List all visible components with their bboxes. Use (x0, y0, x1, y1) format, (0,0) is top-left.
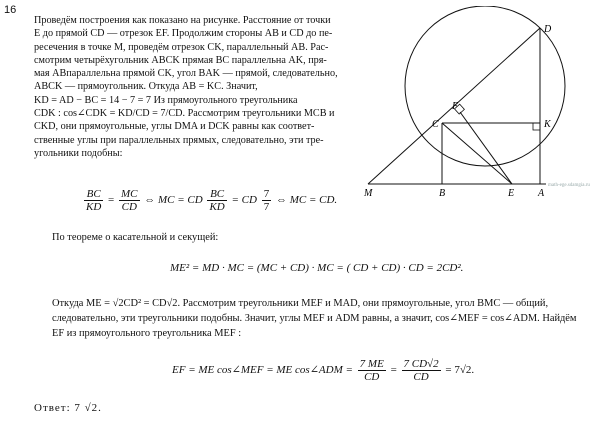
label-b: B (439, 188, 446, 198)
para-line: CKD, они прямоугольные, углы DMA и DCK равны как соответ- (34, 121, 315, 133)
text-line: Откуда ME = √2CD² = CD√2. Рассмотрим треугольники MEF и MAD, они прямоугольные, угол BMC — общий, (52, 298, 549, 309)
text-line: EF из прямоугольного треугольника MEF : (52, 328, 242, 339)
frac-7cd-cd: $\frac{7 CD√2}{CD}$ (403, 358, 439, 383)
tangent-theorem-text: По теореме о касательной и секущей: (52, 232, 219, 243)
para-line: смотрим четырёхугольник ABCK прямая BC параллельна AK, пря- (34, 54, 327, 66)
label-a: A (538, 188, 545, 198)
solution-paragraph (34, 14, 359, 160)
frac-bc-kd: $\frac{BC}{KD}$ (86, 188, 102, 213)
label-e: E (508, 188, 515, 198)
frac-7-7: $\frac{7}{7}$ (263, 188, 270, 213)
para-line: ресечения в точке M, проведём отрезок CK, параллельный AB. Рас- (34, 41, 329, 53)
para-line: ABCK — прямоугольник. Откуда AB = KC. Значит, (34, 81, 258, 93)
label-c: C (432, 119, 439, 130)
para-line: CDK : cos∠CDK = KD/CD = 7/CD. Рассмотрим треугольники MCB и (34, 108, 335, 120)
frac-7me-cd: $\frac{7 ME}{CD}$ (359, 358, 384, 383)
label-m: M (364, 188, 373, 198)
equation-ef: EF = ME cos∠MEF = ME cos∠ADM = $\frac{7 ME}{CD}$ = $\frac{7 CD√2}{CD}$ = 7√2. (172, 358, 475, 383)
problem-number: 16 (4, 4, 17, 16)
equation-tangent: ME² = MD · MC = (MC + CD) · MC = ( CD + CD) · CD = 2CD². (170, 262, 464, 274)
answer-value: 7 √2. (74, 402, 102, 414)
watermark: math-ege.sdamgia.ru (548, 183, 590, 188)
label-k: K (544, 119, 551, 130)
para-line: KD = AD − BC = 14 − 7 = 7 Из прямоугольного треугольника (34, 94, 298, 106)
line-cd-chord (442, 123, 512, 184)
right-angle-k (533, 123, 540, 130)
answer-label: Ответ: (34, 402, 71, 414)
circle (405, 6, 565, 166)
label-f: F (452, 101, 459, 112)
para-line: E до прямой CD — отрезок EF. Продолжим стороны AB и CD до пе- (34, 28, 333, 40)
para-line: мая ABпараллельна прямой CK, угол BAK — прямой, следовательно, (34, 68, 338, 80)
text-line: следовательно, эти треугольники подобны. Значит, углы MEF и ADM равны, а значит, cos∠MEF = cos∠ADM. Найдём (52, 313, 577, 324)
answer (34, 402, 102, 414)
frac-bc-kd-2: $\frac{BC}{KD}$ (209, 188, 225, 213)
frac-mc-cd: $\frac{MC}{CD}$ (121, 188, 138, 213)
text-similarity (52, 296, 598, 341)
label-d: D (544, 24, 552, 35)
para-line: угольники подобны: (34, 147, 123, 159)
geometry-figure (360, 6, 600, 198)
para-line: ственные углы при параллельных прямых, следовательно, эти тре- (34, 134, 324, 146)
equation-similarity: $\frac{BC}{KD}$ = $\frac{MC}{CD}$ ⇔ MC = CD $\frac{BC}{KD}$ = CD $\frac{7}{7}$ ⇔ MC = CD. (86, 188, 338, 213)
para-line: Проведём построения как показано на рисунке. Расстояние от точки (34, 15, 331, 26)
